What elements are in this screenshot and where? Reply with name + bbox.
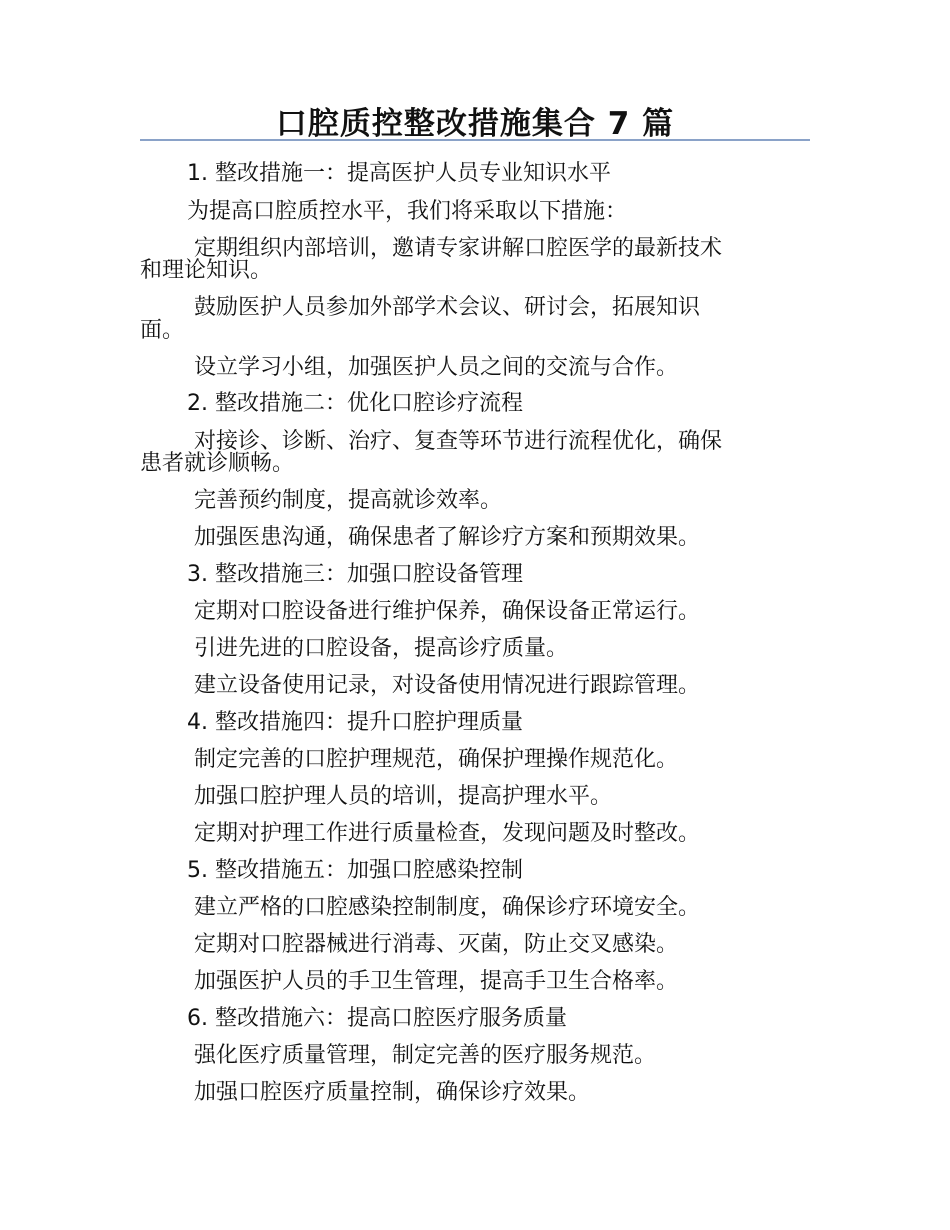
list-item: 定期对口腔设备进行维护保养，确保设备正常运行。 <box>194 599 701 624</box>
document-title: 口腔质控整改措施集合 7 篇 <box>275 106 675 142</box>
section-heading: 4. 整改措施四：提升口腔护理质量 <box>187 710 523 735</box>
section-heading: 5. 整改措施五：加强口腔感染控制 <box>187 858 523 883</box>
list-item: 定期对口腔器械进行消毒、灭菌，防止交叉感染。 <box>194 932 679 957</box>
list-item: 鼓励医护人员参加外部学术会议、研讨会，拓展知识 <box>194 295 701 320</box>
list-item-continuation: 面。 <box>140 318 185 343</box>
list-item: 完善预约制度，提高就诊效率。 <box>194 488 503 513</box>
section-heading: 2. 整改措施二：优化口腔诊疗流程 <box>187 391 523 416</box>
section-heading: 6. 整改措施六：提高口腔医疗服务质量 <box>187 1006 567 1031</box>
section-heading: 1. 整改措施一：提高医护人员专业知识水平 <box>187 161 611 186</box>
list-item: 定期对护理工作进行质量检查，发现问题及时整改。 <box>194 821 701 846</box>
list-item: 定期组织内部培训，邀请专家讲解口腔医学的最新技术 <box>194 236 723 261</box>
list-item: 强化医疗质量管理，制定完善的医疗服务规范。 <box>194 1043 657 1068</box>
list-item: 设立学习小组，加强医护人员之间的交流与合作。 <box>194 355 679 380</box>
list-item: 加强口腔医疗质量控制，确保诊疗效果。 <box>194 1080 591 1105</box>
list-item: 对接诊、诊断、治疗、复查等环节进行流程优化，确保 <box>194 429 723 454</box>
list-item-continuation: 和理论知识。 <box>140 258 273 283</box>
list-item: 建立设备使用记录，对设备使用情况进行跟踪管理。 <box>194 673 701 698</box>
list-item-continuation: 患者就诊顺畅。 <box>140 451 295 476</box>
list-item: 加强医护人员的手卫生管理，提高手卫生合格率。 <box>194 969 679 994</box>
list-item: 加强口腔护理人员的培训，提高护理水平。 <box>194 784 613 809</box>
list-item: 建立严格的口腔感染控制制度，确保诊疗环境安全。 <box>194 895 701 920</box>
list-item: 加强医患沟通，确保患者了解诊疗方案和预期效果。 <box>194 525 701 550</box>
section-intro: 为提高口腔质控水平，我们将采取以下措施： <box>187 199 628 224</box>
list-item: 引进先进的口腔设备，提高诊疗质量。 <box>194 636 569 661</box>
section-heading: 3. 整改措施三：加强口腔设备管理 <box>187 562 523 587</box>
list-item: 制定完善的口腔护理规范，确保护理操作规范化。 <box>194 747 679 772</box>
